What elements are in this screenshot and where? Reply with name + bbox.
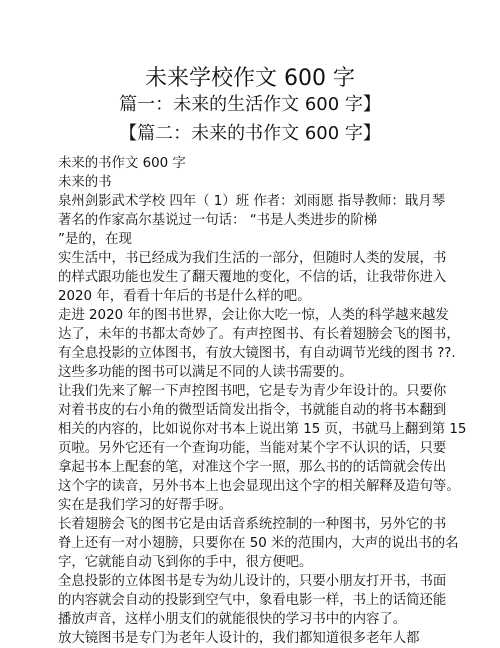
text-line: 未来的书: [58, 175, 112, 190]
text-line: 字，它就能自动飞到你的手中，很方便吧。: [58, 555, 313, 570]
text-line: 这些多功能的图书可以满足不同的人读书需要的。: [58, 365, 353, 380]
text-line: 这个字的读音，另外书本上也会显现出这个字的相关解释及造句等。: [58, 479, 460, 494]
text-line: 达了，未年的书都太奇妙了。有声控图书、有长着翅膀会飞的图书，: [58, 327, 460, 342]
text-line: 走进 2020 年的图书世界，会让你大吃一惊，人类的科学越来越发: [58, 308, 449, 323]
text-line: 2020 年，看看十年后的书是什么样的吧。: [58, 289, 311, 304]
text-line: 让我们先来了解一下声控图书吧，它是专为青少年设计的。只要你: [58, 384, 447, 399]
text-line: 播放声音，这样小朋支们的就能很快的学习书中的内容了。: [58, 612, 407, 627]
text-line: 脊上还有一对小翅膀，只要你在 50 米的范围内，大声的说出书的名: [58, 536, 459, 551]
text-line: 对着书皮的右小角的微型话筒发出指令，书就能自动的将书本翻到: [58, 403, 447, 418]
document-title: 未来学校作文 600 字: [145, 66, 355, 91]
text-line: 的内容就会自动的投影到空气中，象看电影一样，书上的话简还能: [58, 593, 447, 608]
text-line: 有全息投影的立体图书，有放大镜图书，有自动调节光线的图书 ??.: [58, 346, 456, 361]
essay-body: [58, 154, 498, 648]
text-line: 实在是我们学习的好帮手呀。: [58, 498, 233, 513]
text-line: 全息投影的立体图书是专为幼儿设计的，只要小朋友打开书，书面: [58, 574, 447, 589]
text-line: 相关的内容的，比如说你对书本上说出第 15 页，书就马上翻到第 15: [58, 422, 467, 437]
text-line: 拿起书本上配套的笔，对准这个字一照，那么书的的话筒就会传出: [58, 460, 447, 475]
text-line: 长着翅膀会飞的图书它是由话音系统控制的一种图书，另外它的书: [58, 517, 447, 532]
text-line: 实生活中，书已经成为我们生活的一部分，但随时人类的发展，书: [58, 251, 447, 266]
section-heading-one: 篇一：未来的生活作文 600 字】: [119, 94, 381, 115]
text-line: 页啦。另外它还有一个查询功能，当能对某个字不认识的话，只要: [58, 441, 447, 456]
text-line: 未来的书作文 600 字: [58, 156, 186, 171]
text-line: 著名的作家高尔基说过一句话： “书是人类进步的阶梯: [58, 213, 378, 228]
section-heading-two: 【篇二：未来的书作文 600 字】: [119, 123, 381, 144]
text-line: 的样式跟功能也发生了翻天覆地的变化，不信的话，让我带你进入: [58, 270, 447, 285]
text-line: ”是的，在现: [58, 232, 132, 247]
text-line: 泉州剑影武术学校 四年（ 1）班 作者：刘雨愿 指导教师：戢月琴: [58, 194, 446, 209]
text-line: 放大镜图书是专门为老年人设计的，我们都知道很多老年人都: [58, 631, 420, 646]
